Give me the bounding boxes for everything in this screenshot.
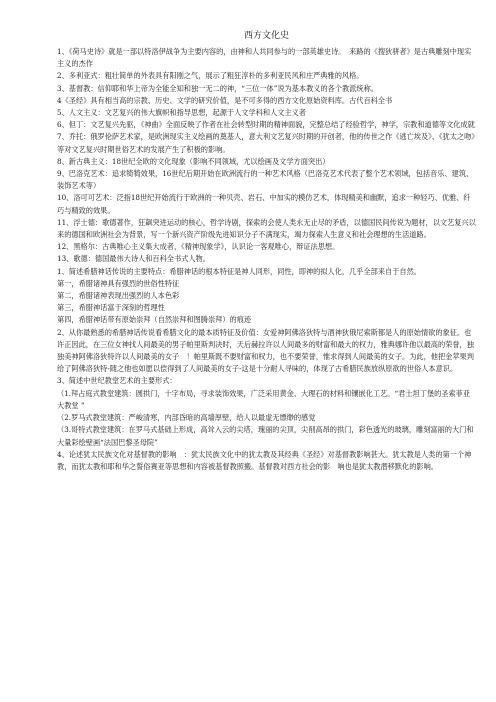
paragraph: 4《圣经》具有相当高的宗教、历史、文学的研究价值，是不可多得的西方文化原始资料库。古代百科全书 [57,95,393,105]
paragraph: 4、论述犹太民族文化对基督教的影响 ：犹太民族文化中的犹太教及其经典《圣经》对基督教影响甚大。犹太教是人类的第一个神教，而犹太教和耶和华之誓俗赛亚等思想和内容被基督教照搬。基督教对西方社会的影 响也是犹太教潜移默化的影响。 [57,449,472,471]
paragraph: 第三，希腊神话富于深刻的哲理性 [57,303,165,313]
paragraph: 1、简述希腊神话传说的主要特点：希腊神话的根本特征是神人同形，同性，即神的拟人化，几乎全部来自于自然。 [57,266,421,276]
paragraph: （1.拜占庭式教堂建筑：圆拱门，十字布局，寻求装饰效果，广泛采用黄金、大理石的材料和镶嵌化工艺。“君士坦丁堡的圣索菲亚大教堂 ” [57,388,471,410]
paragraph: 第一，希腊诸神具有强烈的世俗性特征 [57,278,180,288]
paragraph: 8、新古典主义：18世纪全欧的文化现象（影响不同领域，尤以绘画及文学方面突出） [57,156,330,166]
paragraph: 第二，希腊诸神表现出强烈的人本色彩 [57,291,180,301]
paragraph: 6、但丁：文艺复兴先驱，《神曲》全面反映了作者在社会转型时期的精神面貌，完整总结了经验哲学，神学，宗教和道德等文化成就 [57,120,475,130]
page-title: 西方文化史 [243,31,289,41]
paragraph: 5、人文主义：文艺复兴的伟大旗帜和指导思想，起源于人文学科和人文主义者 [57,108,306,118]
paragraph: 9、巴洛克艺术：追求犄犄效果，16世纪后期开始在欧洲流行的一种艺术风格（巴洛克艺术代表了整个艺术领域，包括音乐、建筑、装饰艺术等） [57,169,474,191]
paragraph: （2.罗马式教堂建筑：严峻清寒，内部昏暗的高墙厚壁，给人以最虚无缥缈的感觉 [57,413,316,423]
paragraph: 1、《荷马史诗》就是一部以特洛伊战争为主要内容的，由神和人共同参与的一部英雄史诗。 来路的《搜狄骈者》是古典雕刻中现实主义的杰作 [57,47,472,69]
paragraph: 2、从你最熟悉的希腊神话传说看希腊文化的最本质特征及价值：女爱神阿佛洛狄特与酒神狄俄尼索斯都是人的原始情欲的象征。也许正因此，在三位女神找人间最美的男子帕里斯判决时，天后赫拉许以人间最多的财富和最大的权力，雅典娜许他以最高的荣誉，独独美神阿佛洛狄特许以人间最美的女子 ！帕里斯既不要财富和权力，也不要荣誉，惟求得到人间最美的女子。为此，他把金苹果判给了阿佛洛狄特-随之他也如愿以偿得到了人间最美的女子-这是十分耐人寻味的，体现了古希腊民族放纵原欲的世俗人本意识。 [57,327,474,374]
paragraph: 7、乔托：俄罗伦萨艺术家，是欧洲现实主义绘画的奠基人，意大利文艺复兴时期的开创者，他的传世之作《逃亡埃及》、《犹太之吻》等对文艺复兴时期世俗艺术的发展产生了积极的影响。 [57,132,475,154]
paragraph: 12、黑格尔：古典唯心主义集大成者，《精神现象学》，认识论一客观唯心，辩证法思想。 [57,242,340,252]
paragraph: 3、简述中世纪教堂艺术的主要形式： [57,376,177,386]
paragraph: 第四，希腊神话带有原始崇拜（自然崇拜和图腾崇拜）的痕迹 [57,315,252,325]
paragraph: 13、歌德：德国最伟大诗人和百科全书式人物。 [57,254,210,264]
paragraph: 11、浮士德：歌德著作，狂飙突进运动的核心，哲学诗剧，探索的会使人类永无止尽的矛盾，以德国民间传说为题材，以文艺复兴以来的德国和欧洲社会为背景，写一个新兴资产阶级先进知识分子不满现实，竭力探索人生意义和社会理想的生活道路。 [57,217,476,240]
paragraph: 10、洛可可艺术：泛指18世纪开始流行于欧洲的一种贝壳、岩石、中加实的模仿艺术，体现精美和幽默，追求一种轻巧、优雅、纤巧与精致的效果。 [57,193,471,215]
paragraph: （3.哥特式教堂建筑：在罗马式基础上形成，高耸入云的尖塔，瑰丽的尖顶，尖削高昂的拱门，彩色透光的玻璃，雕刻富丽的大门和大量彩绘壁画“法国巴黎圣母院” [57,425,474,447]
document-body [57,46,476,473]
paragraph: 3、基督教：信仰耶和华上帝为全能全知和独一无二的神，“三位一体”说为基本教义的各个教派统称。 [57,83,378,93]
paragraph: 2、多利亚式：粗壮简单的外表具有阳刚之气，展示了粗狂淳朴的多利亚民风和庄严典雅的风格。 [57,71,364,81]
